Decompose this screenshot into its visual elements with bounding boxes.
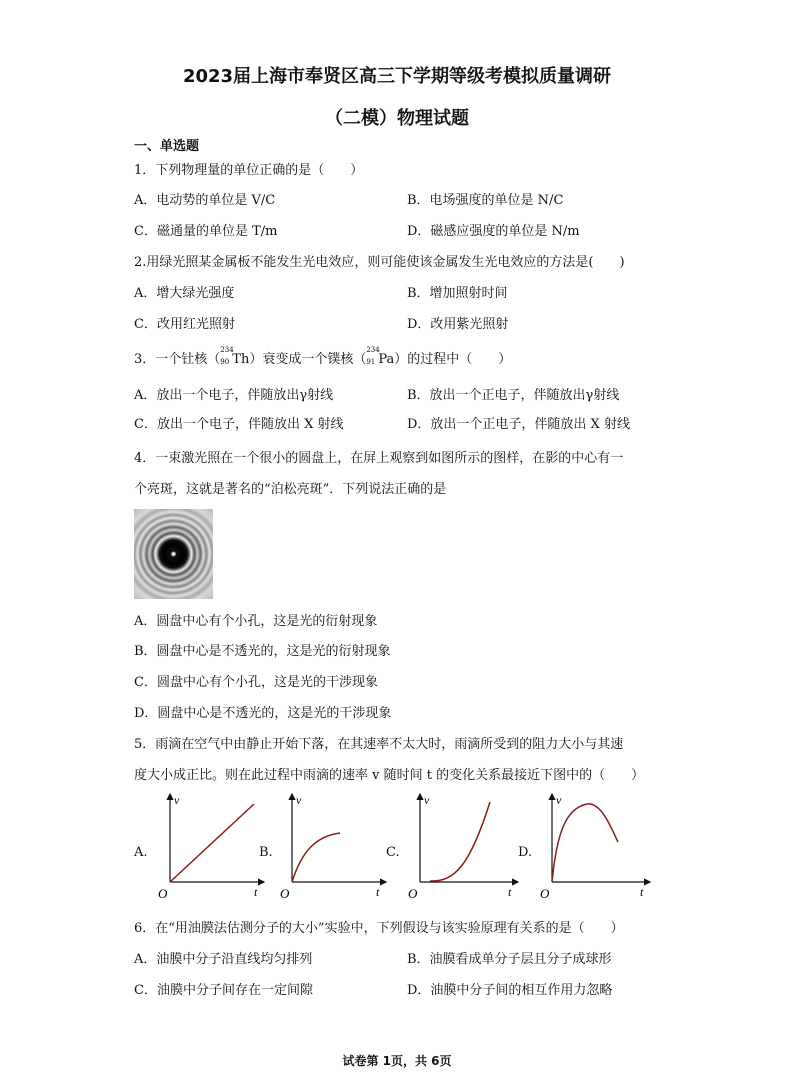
poisson-spot-image <box>134 509 213 599</box>
t-axis-label: t <box>508 885 512 899</box>
q3-option-c: C．放出一个电子，伴随放出 X 射线 <box>134 417 344 432</box>
q4-option-b: B．圆盘中心是不透光的，这是光的衍射现象 <box>134 644 391 659</box>
t-axis-label: t <box>376 885 380 899</box>
q3-option-d: D．放出一个正电子，伴随放出 X 射线 <box>407 417 630 432</box>
q3-option-b: B．放出一个正电子，伴随放出γ射线 <box>407 388 620 403</box>
page-title-line1: 2023届上海市奉贤区高三下学期等级考模拟质量调研 <box>182 66 612 87</box>
q6-stem: 6．在“用油膜法估测分子的大小”实验中，下列假设与该实验原理有关系的是（ ） <box>134 921 624 936</box>
q4-option-a: A．圆盘中心有个小孔，这是光的衍射现象 <box>134 614 378 629</box>
q2-option-a: A．增大绿光强度 <box>134 286 235 301</box>
section-header: 一、单选题 <box>134 139 200 154</box>
q6-option-c: C．油膜中分子间存在一定间隙 <box>134 983 313 998</box>
curve-linear <box>170 804 254 882</box>
q5-option-d-label: D. <box>518 845 533 860</box>
curve-accelerating <box>430 802 490 881</box>
q4-stem-line2: 个亮斑，这就是著名的“泊松亮斑”．下列说法正确的是 <box>134 482 447 497</box>
q5-option-a-label: A. <box>134 845 148 860</box>
q1-option-c: C．磁通量的单位是 T/m <box>134 224 278 239</box>
q2-option-c: C．改用红光照射 <box>134 317 235 332</box>
q6-option-d: D．油膜中分子间的相互作用力忽略 <box>407 983 613 998</box>
q5-graph-d <box>532 790 657 900</box>
q4-stem-line1: 4．一束激光照在一个很小的圆盘上，在屏上观察到如图所示的图样，在影的中心有一 <box>134 451 624 466</box>
q3-option-a: A．放出一个电子，伴随放出γ射线 <box>134 388 334 403</box>
q5-stem-line2: 度大小成正比。则在此过程中雨滴的速率 v 随时间 t 的变化关系最接近下图中的（ ） <box>134 768 645 783</box>
v-axis-label: v <box>296 793 302 807</box>
q4-option-c: C．圆盘中心有个小孔，这是光的干涉现象 <box>134 675 378 690</box>
q3-stem-part-a: 3．一个钍核（ <box>134 352 221 367</box>
page-footer: 试卷第 1页，共 6页 <box>342 1054 452 1068</box>
q2-option-d: D．改用紫光照射 <box>407 317 509 332</box>
origin-label: O <box>280 886 290 900</box>
q1-option-b: B．电场强度的单位是 N/C <box>407 193 564 208</box>
protactinium-mass-number: 234 <box>366 346 380 354</box>
protactinium-atomic-number: 91 <box>366 358 376 366</box>
q1-option-a: A．电动势的单位是 V/C <box>134 193 276 208</box>
curve-rise-fall <box>552 804 618 882</box>
t-axis-label: t <box>640 885 644 899</box>
q5-graph-c <box>400 790 525 900</box>
q6-option-a: A．油膜中分子沿直线均匀排列 <box>134 952 313 967</box>
thorium-atomic-number: 90 <box>220 358 230 366</box>
origin-label: O <box>408 886 418 900</box>
q1-option-d: D．磁感应强度的单位是 N/m <box>407 224 580 239</box>
q3-stem <box>134 346 512 369</box>
q5-option-c-label: C. <box>386 845 400 860</box>
q3-stem-part-c: ）的过程中（ ） <box>394 352 512 367</box>
thorium-mass-number: 234 <box>220 346 234 354</box>
page-title-line2: （二模）物理试题 <box>325 108 469 129</box>
q6-option-b: B．油膜看成单分子层且分子成球形 <box>407 952 612 967</box>
q2-option-b: B．增加照射时间 <box>407 286 508 301</box>
q2-stem: 2.用绿光照某金属板不能发生光电效应，则可能使该金属发生光电效应的方法是( ) <box>134 255 625 270</box>
protactinium-symbol: Pa <box>378 352 395 367</box>
origin-label: O <box>540 886 550 900</box>
q4-option-d: D．圆盘中心是不透光的，这是光的干涉现象 <box>134 706 392 721</box>
protactinium-nuclide <box>366 346 395 369</box>
q3-stem-part-b: ）衰变成一个镤核（ <box>249 352 367 367</box>
q5-option-b-label: B. <box>259 845 273 860</box>
thorium-symbol: Th <box>232 352 250 367</box>
v-axis-label: v <box>174 793 180 807</box>
t-axis-label: t <box>254 885 258 899</box>
q5-graph-b <box>272 790 392 900</box>
q5-stem-line1: 5．雨滴在空气中由静止开始下落，在其速率不太大时，雨滴所受到的阻力大小与其速 <box>134 737 624 752</box>
q5-graph-a <box>150 790 270 900</box>
v-axis-label: v <box>424 793 430 807</box>
origin-label: O <box>158 886 168 900</box>
curve-saturating <box>292 833 340 882</box>
v-axis-label: v <box>556 793 562 807</box>
thorium-nuclide <box>220 346 250 369</box>
q1-stem: 1．下列物理量的单位正确的是（ ） <box>134 163 364 178</box>
